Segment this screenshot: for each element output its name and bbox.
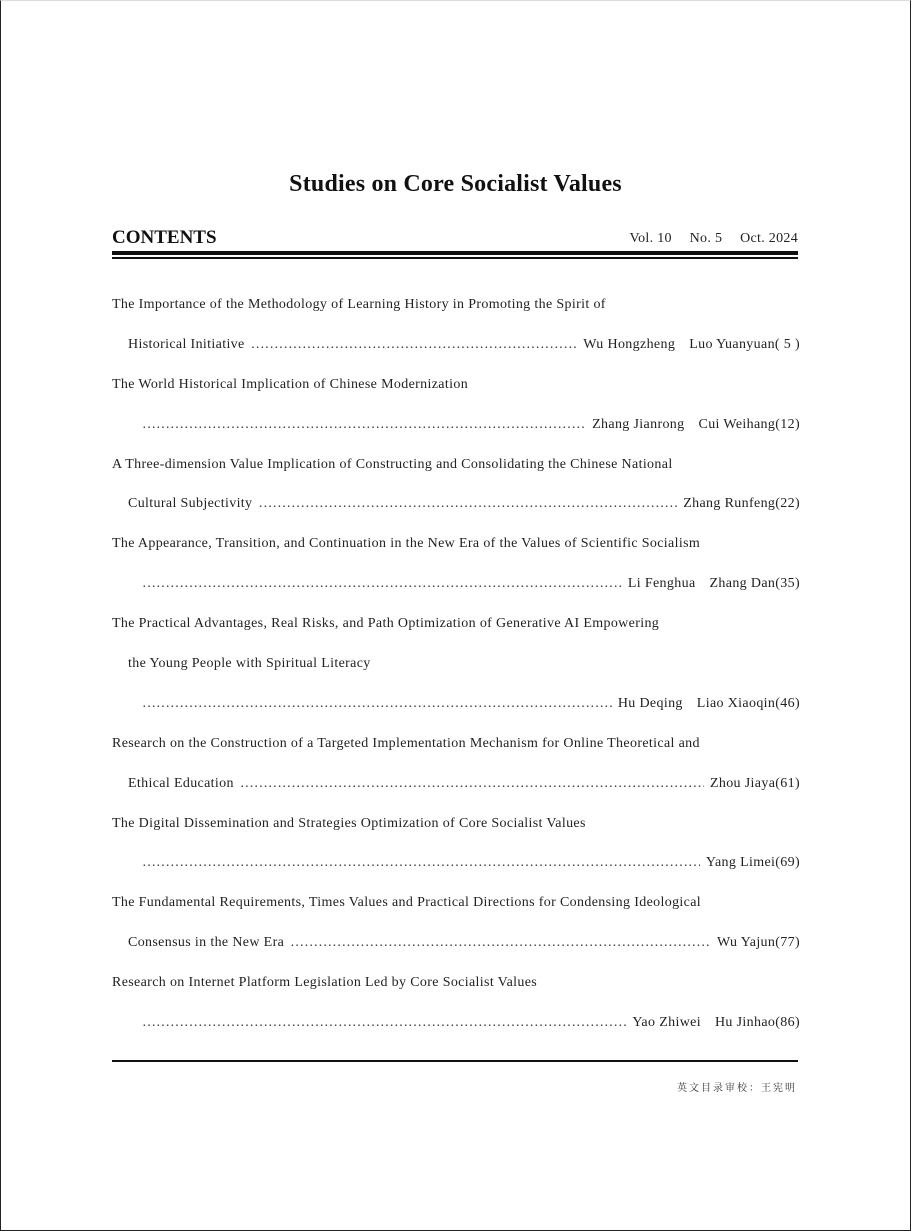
- issue-number: No. 5: [689, 231, 723, 246]
- author-name: Luo Yuanyuan: [689, 336, 775, 352]
- toc-entry-authors: [632, 1003, 800, 1043]
- dot-leader: [251, 325, 578, 365]
- author-name: Hu Jinhao: [714, 1015, 776, 1031]
- contents-label: CONTENTS: [112, 227, 217, 248]
- toc-entry-title[interactable]: Research on Internet Platform Legislation Led by Core Socialist Values: [112, 975, 538, 991]
- issue-date: Oct. 2024: [740, 231, 798, 246]
- toc-entry-title[interactable]: A Three-dimension Value Implication of Constructing and Consolidating the Chinese National: [112, 456, 673, 472]
- issue-info: [616, 231, 798, 247]
- toc-entry-leader[interactable]: [112, 684, 800, 724]
- page-number: (69): [775, 855, 800, 871]
- author-name: Yang Limei: [705, 855, 776, 871]
- dot-leader: [142, 564, 622, 604]
- toc-entry-leader[interactable]: [112, 564, 800, 604]
- reviewer-note: 英文目录审校：王宪明: [677, 1083, 797, 1094]
- header-rule-thick: [112, 251, 798, 255]
- toc-entry-title[interactable]: The Digital Dissemination and Strategies Optimization of Core Socialist Values: [112, 815, 586, 831]
- dot-leader: [142, 843, 700, 883]
- toc-entry-authors: [706, 843, 800, 883]
- author-name: Zhang Runfeng: [683, 496, 776, 512]
- author-name: Yao Zhiwei: [632, 1015, 701, 1031]
- page-number: (61): [775, 775, 800, 791]
- dot-leader: [142, 1003, 626, 1043]
- toc-entry-title[interactable]: The Fundamental Requirements, Times Values and Practical Directions for Condensing Ideological: [112, 895, 702, 911]
- author-name: Zhang Dan: [709, 576, 776, 592]
- page-number: (46): [775, 695, 800, 711]
- dot-leader: [240, 764, 704, 804]
- author-name: Cui Weihang: [698, 416, 776, 432]
- toc-entry-leader[interactable]: [112, 405, 800, 445]
- toc-entry-authors: [628, 564, 800, 604]
- page-number: (35): [775, 576, 800, 592]
- author-name: Wu Yajun: [717, 935, 776, 951]
- page-number: (22): [775, 496, 800, 512]
- toc-entry-leader[interactable]: [112, 843, 800, 883]
- author-name: Wu Hongzheng: [583, 336, 676, 352]
- toc-entry-title[interactable]: The Importance of the Methodology of Learning History in Promoting the Spirit of: [112, 297, 606, 312]
- table-of-contents: [112, 285, 800, 1043]
- toc-entry-title[interactable]: The Appearance, Transition, and Continuation in the New Era of the Values of Scientific Socialism: [112, 536, 701, 552]
- toc-entry-leader[interactable]: [112, 764, 800, 804]
- toc-entry-authors: [710, 764, 800, 804]
- toc-entry-title-cont: Cultural Subjectivity: [128, 496, 253, 512]
- journal-title: Studies on Core Socialist Values: [289, 171, 622, 197]
- header-rule-thin: [112, 257, 798, 259]
- toc-entry-title-cont[interactable]: the Young People with Spiritual Literacy: [128, 656, 371, 672]
- toc-entry-authors: [618, 684, 800, 724]
- toc-entry-authors: [583, 325, 800, 365]
- page-number: (12): [775, 416, 800, 432]
- dot-leader: [142, 405, 586, 445]
- toc-entry-title[interactable]: The World Historical Implication of Chinese Modernization: [112, 376, 469, 392]
- toc-entry-title[interactable]: The Practical Advantages, Real Risks, and Path Optimization of Generative AI Empowering: [112, 616, 660, 632]
- toc-entry-title-cont: Ethical Education: [128, 775, 234, 791]
- toc-entry-leader[interactable]: [112, 325, 800, 365]
- author-name: Zhang Jianrong: [592, 416, 685, 432]
- toc-entry-authors: [717, 923, 800, 963]
- page-number: (77): [775, 935, 800, 951]
- page-number: (86): [775, 1015, 800, 1031]
- toc-entry-title-cont: Consensus in the New Era: [128, 935, 285, 951]
- dot-leader: [290, 923, 711, 963]
- author-name: Li Fenghua: [627, 576, 696, 592]
- page-number: ( 5 ): [774, 336, 800, 352]
- issue-volume: Vol. 10: [629, 231, 672, 246]
- toc-entry-authors: [592, 405, 800, 445]
- footer-rule: [112, 1060, 798, 1062]
- author-name: Zhou Jiaya: [709, 775, 776, 791]
- author-name: Liao Xiaoqin: [696, 695, 776, 711]
- toc-entry-leader[interactable]: [112, 1003, 800, 1043]
- toc-entry-title[interactable]: Research on the Construction of a Targeted Implementation Mechanism for Online Theoretical and: [112, 735, 700, 751]
- toc-entry-title-cont: Historical Initiative: [128, 336, 245, 352]
- author-name: Hu Deqing: [617, 695, 683, 711]
- toc-entry-leader[interactable]: [112, 484, 800, 524]
- toc-entry-authors: [683, 484, 800, 524]
- dot-leader: [142, 684, 612, 724]
- toc-entry-leader[interactable]: [112, 923, 800, 963]
- dot-leader: [258, 484, 677, 524]
- contents-header: [112, 227, 798, 249]
